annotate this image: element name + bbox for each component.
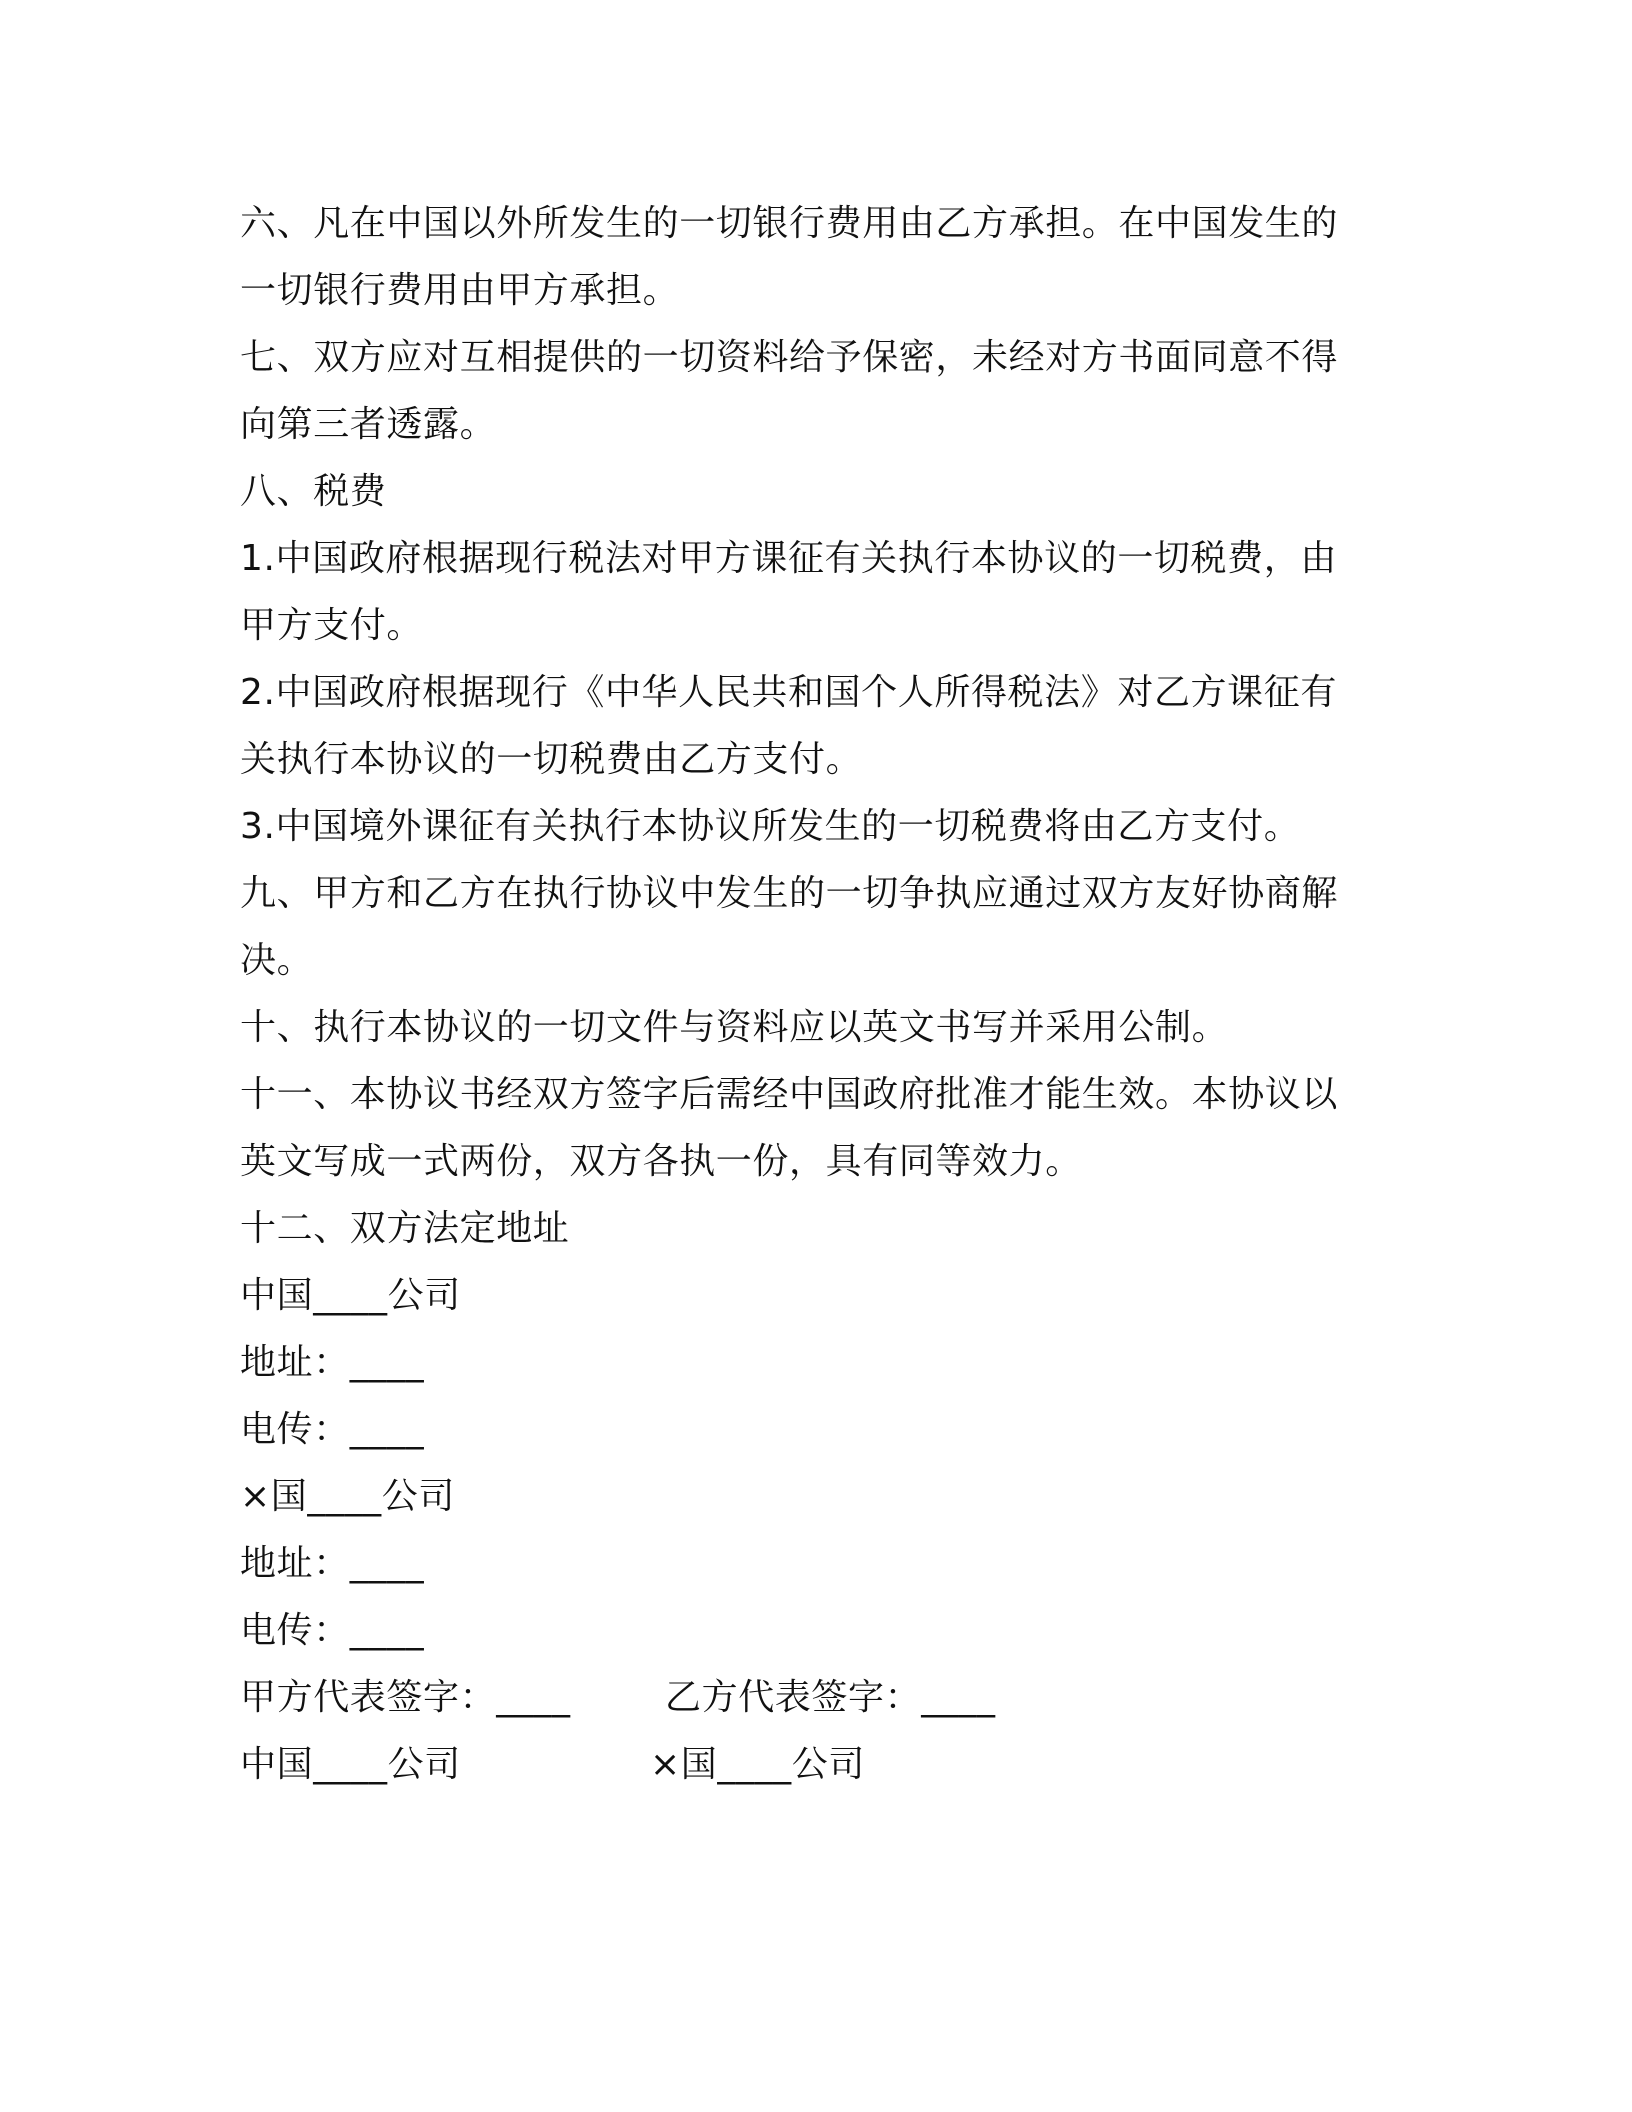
party-a-company: 中国____公司 <box>240 1744 461 1785</box>
party-b-signature-label: 乙方代表签字：____ <box>665 1677 996 1718</box>
party-b-company: ×国____公司 <box>650 1744 865 1785</box>
clause-9-line-1: 九、甲方和乙方在执行协议中发生的一切争执应通过双方友好协商解 <box>240 873 1339 914</box>
document-body <box>240 190 1370 1798</box>
clause-6-line-1: 六、凡在中国以外所发生的一切银行费用由乙方承担。在中国发生的 <box>240 203 1339 244</box>
clause-8-1-line-1: 1.中国政府根据现行税法对甲方课征有关执行本协议的一切税费，由 <box>240 538 1337 579</box>
clause-9-line-2: 决。 <box>240 940 314 981</box>
clause-11-line-1: 十一、本协议书经双方签字后需经中国政府批准才能生效。本协议以 <box>240 1074 1339 1115</box>
clause-8-heading: 八、税费 <box>240 471 387 512</box>
foreign-company-telex: 电传：____ <box>240 1610 425 1651</box>
clause-12-heading: 十二、双方法定地址 <box>240 1208 570 1249</box>
clause-10: 十、执行本协议的一切文件与资料应以英文书写并采用公制。 <box>240 1007 1229 1048</box>
clause-8-2-line-1: 2.中国政府根据现行《中华人民共和国个人所得税法》对乙方课征有 <box>240 672 1337 713</box>
clause-7-line-2: 向第三者透露。 <box>240 404 497 445</box>
clause-11-line-2: 英文写成一式两份，双方各执一份，具有同等效力。 <box>240 1141 1082 1182</box>
signature-row <box>240 1664 1370 1731</box>
foreign-company-address: 地址：____ <box>240 1543 425 1584</box>
clause-8-1-line-2: 甲方支付。 <box>240 605 424 646</box>
foreign-company-name: ×国____公司 <box>240 1476 455 1517</box>
china-company-address: 地址：____ <box>240 1342 425 1383</box>
clause-7-line-1: 七、双方应对互相提供的一切资料给予保密，未经对方书面同意不得 <box>240 337 1339 378</box>
china-company-name: 中国____公司 <box>240 1275 461 1316</box>
signature-company-row <box>240 1731 1370 1798</box>
clause-8-3: 3.中国境外课征有关执行本协议所发生的一切税费将由乙方支付。 <box>240 806 1301 847</box>
clause-6-line-2: 一切银行费用由甲方承担。 <box>240 270 680 311</box>
clause-8-2-line-2: 关执行本协议的一切税费由乙方支付。 <box>240 739 863 780</box>
party-a-signature-label: 甲方代表签字：____ <box>240 1677 571 1718</box>
china-company-telex: 电传：____ <box>240 1409 425 1450</box>
